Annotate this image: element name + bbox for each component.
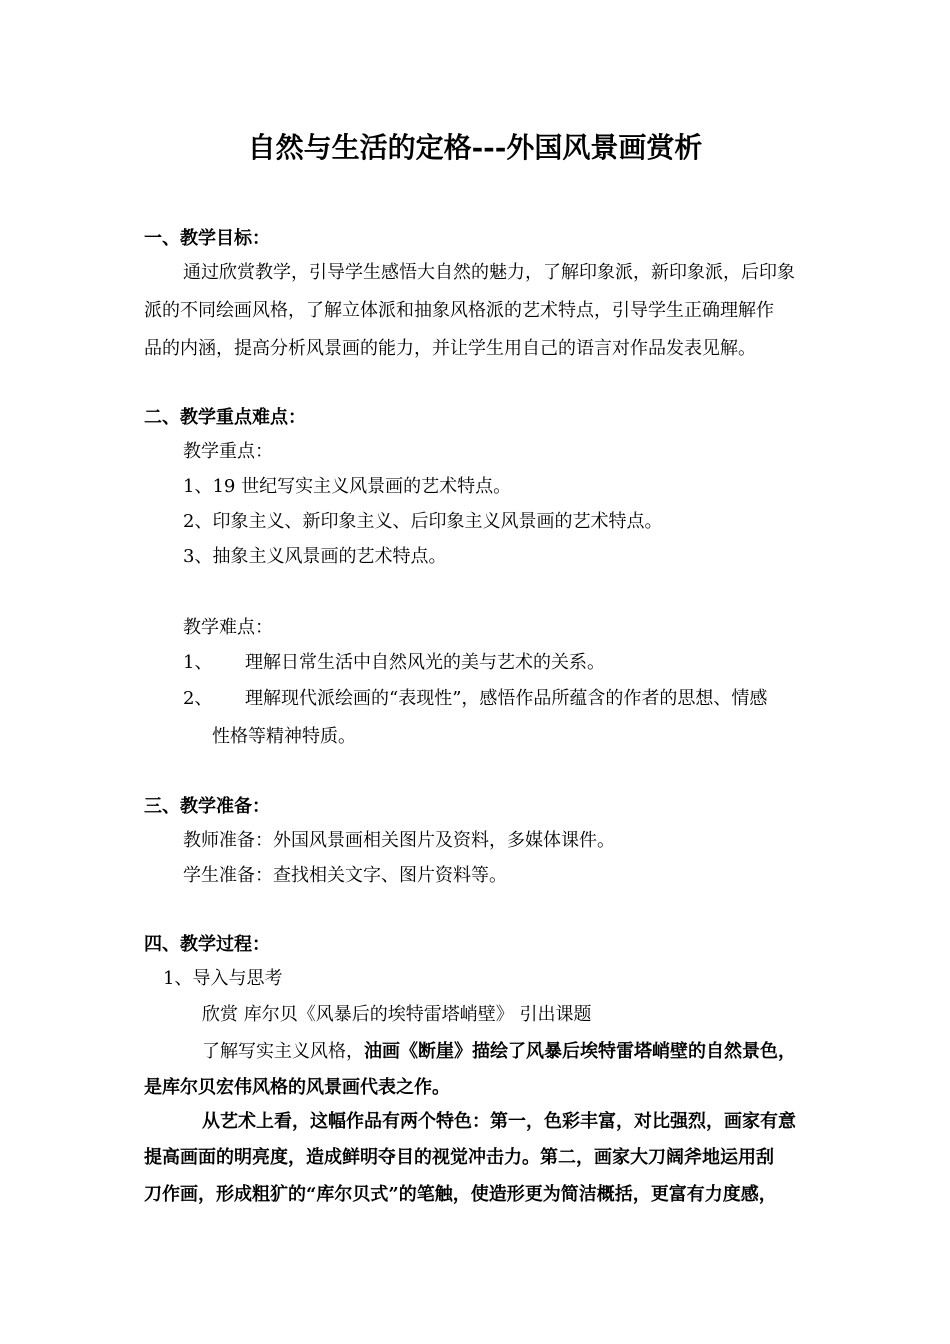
realism-line-2: 是库尔贝宏伟风格的风景画代表之作。 bbox=[144, 1077, 450, 1098]
difficulty-continuation: 性格等精神特质。 bbox=[212, 726, 356, 747]
section-heading-process: 四、教学过程： bbox=[144, 934, 270, 955]
difficulty-item bbox=[183, 650, 605, 676]
difficulty-number: 2、 bbox=[183, 688, 213, 709]
teacher-preparation: 教师准备：外国风景画相关图片及资料，多媒体课件。 bbox=[183, 830, 615, 851]
key-point-item: 2、印象主义、新印象主义、后印象主义风景画的艺术特点。 bbox=[183, 511, 663, 532]
realism-text-plain: 了解写实主义风格， bbox=[202, 1041, 364, 1062]
difficulty-item bbox=[183, 686, 767, 712]
realism-line-1 bbox=[202, 1039, 796, 1065]
section-heading-key-points: 二、教学重点难点： bbox=[144, 407, 306, 428]
key-point-item: 3、抽象主义风景画的艺术特点。 bbox=[183, 546, 447, 567]
appreciation-line: 欣赏 库尔贝《风暴后的埃特雷塔峭壁》 引出课题 bbox=[202, 1004, 592, 1025]
section-heading-preparation: 三、教学准备： bbox=[144, 796, 270, 817]
objectives-line-3: 品的内涵，提高分析风景画的能力，并让学生用自己的语言对作品发表见解。 bbox=[144, 338, 756, 359]
section-heading-objectives: 一、教学目标： bbox=[144, 228, 270, 249]
analysis-line-3: 刀作画，形成粗犷的“库尔贝式”的笔触，使造形更为简洁概括，更富有力度感， bbox=[144, 1184, 777, 1205]
difficulty-number: 1、 bbox=[183, 652, 213, 673]
key-points-label: 教学重点： bbox=[183, 441, 273, 462]
objectives-line-1: 通过欣赏教学，引导学生感悟大自然的魅力，了解印象派，新印象派，后印象 bbox=[183, 262, 795, 283]
document-title: 自然与生活的定格---外国风景画赏析 bbox=[247, 131, 703, 164]
difficulty-text: 理解现代派绘画的“表现性”，感悟作品所蕴含的作者的思想、情感 bbox=[245, 688, 768, 709]
key-point-item: 1、19 世纪写实主义风景画的艺术特点。 bbox=[183, 476, 512, 497]
objectives-line-2: 派的不同绘画风格，了解立体派和抽象风格派的艺术特点，引导学生正确理解作 bbox=[144, 300, 774, 321]
difficulty-text: 理解日常生活中自然风光的美与艺术的关系。 bbox=[245, 652, 605, 673]
difficulties-label: 教学难点： bbox=[183, 617, 273, 638]
student-preparation: 学生准备：查找相关文字、图片资料等。 bbox=[183, 865, 507, 886]
process-step-1: 1、导入与思考 bbox=[163, 968, 283, 989]
analysis-line-2: 提高画面的明亮度，造成鲜明夺目的视觉冲击力。第二，画家大刀阔斧地运用刮 bbox=[144, 1147, 774, 1168]
realism-text-bold: 油画《断崖》描绘了风暴后埃特雷塔峭壁的自然景色， bbox=[364, 1041, 796, 1062]
analysis-line-1: 从艺术上看，这幅作品有两个特色：第一，色彩丰富，对比强烈，画家有意 bbox=[202, 1111, 796, 1132]
